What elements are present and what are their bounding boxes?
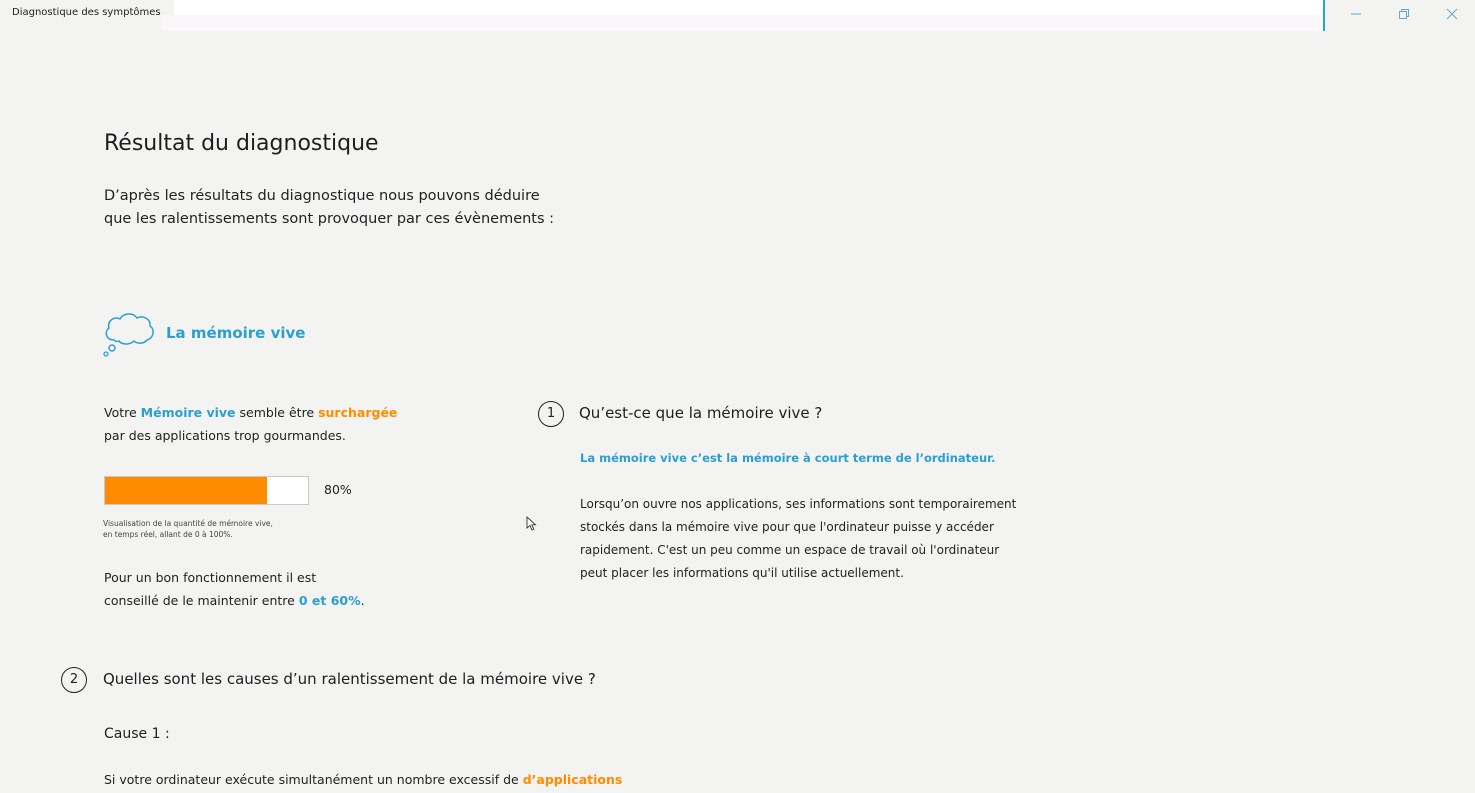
ram-advice: [104, 566, 404, 612]
advice-suffix: .: [360, 593, 365, 608]
question-1-number: 1: [538, 401, 564, 427]
title-bar-strip: [162, 15, 1324, 31]
intro-line-2: que les ralentissements sont provoquer par ces évènements :: [104, 211, 555, 227]
status-state: surchargée: [318, 405, 398, 420]
ram-status: [104, 401, 434, 447]
title-bar-separator: [1323, 0, 1325, 31]
ram-status-line-2: par des applications trop gourmandes.: [104, 428, 346, 443]
explanation-line: rapidement. C'est un peu comme un espace de travail où l'ordinateur: [580, 543, 1000, 557]
ram-usage-caption: [103, 518, 343, 540]
cause-1-text: [104, 772, 622, 787]
minimize-button[interactable]: [1332, 0, 1380, 28]
intro-line-1: D’après les résultats du diagnostique nous pouvons déduire: [104, 188, 540, 204]
status-subject: Mémoire vive: [140, 405, 236, 420]
ram-usage-bar: [104, 476, 309, 505]
minimize-icon: [1350, 8, 1362, 20]
cause-1-text-prefix: Si votre ordinateur exécute simultanément un nombre excessif de: [104, 772, 523, 787]
cause-1-title: Cause 1 :: [104, 726, 170, 742]
advice-range: 0 et 60%: [298, 593, 361, 608]
question-1-title: Qu’est-ce que la mémoire vive ?: [579, 404, 823, 422]
ram-status-line-1: [104, 401, 434, 424]
cloud-icon: [100, 310, 156, 362]
restore-icon: [1398, 8, 1410, 20]
caption-line-1: Visualisation de la quantité de mémoire vive,: [103, 519, 273, 528]
restore-button[interactable]: [1380, 0, 1428, 28]
intro-text: [104, 185, 624, 231]
advice-line-1: Pour un bon fonctionnement il est: [104, 570, 317, 585]
question-1-explanation: [580, 493, 1050, 585]
section-title: La mémoire vive: [166, 324, 306, 342]
question-1-definition: La mémoire vive c’est la mémoire à court terme de l’ordinateur.: [580, 451, 996, 465]
explanation-line: stockés dans la mémoire vive pour que l'ordinateur puisse y accéder: [580, 520, 994, 534]
cause-1-highlight: d’applications: [522, 772, 623, 787]
explanation-line: Lorsqu’on ouvre nos applications, ses informations sont temporairement: [580, 497, 1017, 511]
ram-usage-percent: 80%: [324, 482, 352, 497]
close-button[interactable]: [1428, 0, 1475, 28]
question-2-number: 2: [61, 667, 87, 693]
close-icon: [1446, 8, 1458, 20]
title-bar: [0, 0, 1475, 32]
ram-usage-bar-fill: [105, 477, 267, 504]
caption-line-2: en temps réel, allant de 0 à 100%.: [103, 530, 233, 539]
status-middle: semble être: [235, 405, 319, 420]
page-title: Résultat du diagnostique: [104, 131, 379, 156]
mouse-cursor-icon: [526, 516, 538, 532]
title-bar-drag-region[interactable]: [174, 0, 1324, 16]
advice-line-2: [104, 589, 404, 612]
advice-prefix: conseillé de le maintenir entre: [104, 593, 299, 608]
status-prefix: Votre: [104, 405, 141, 420]
window-title: Diagnostique des symptômes: [0, 0, 162, 28]
explanation-line: peut placer les informations qu'il utilise actuellement.: [580, 566, 904, 580]
question-2-title: Quelles sont les causes d’un ralentissement de la mémoire vive ?: [103, 670, 596, 688]
